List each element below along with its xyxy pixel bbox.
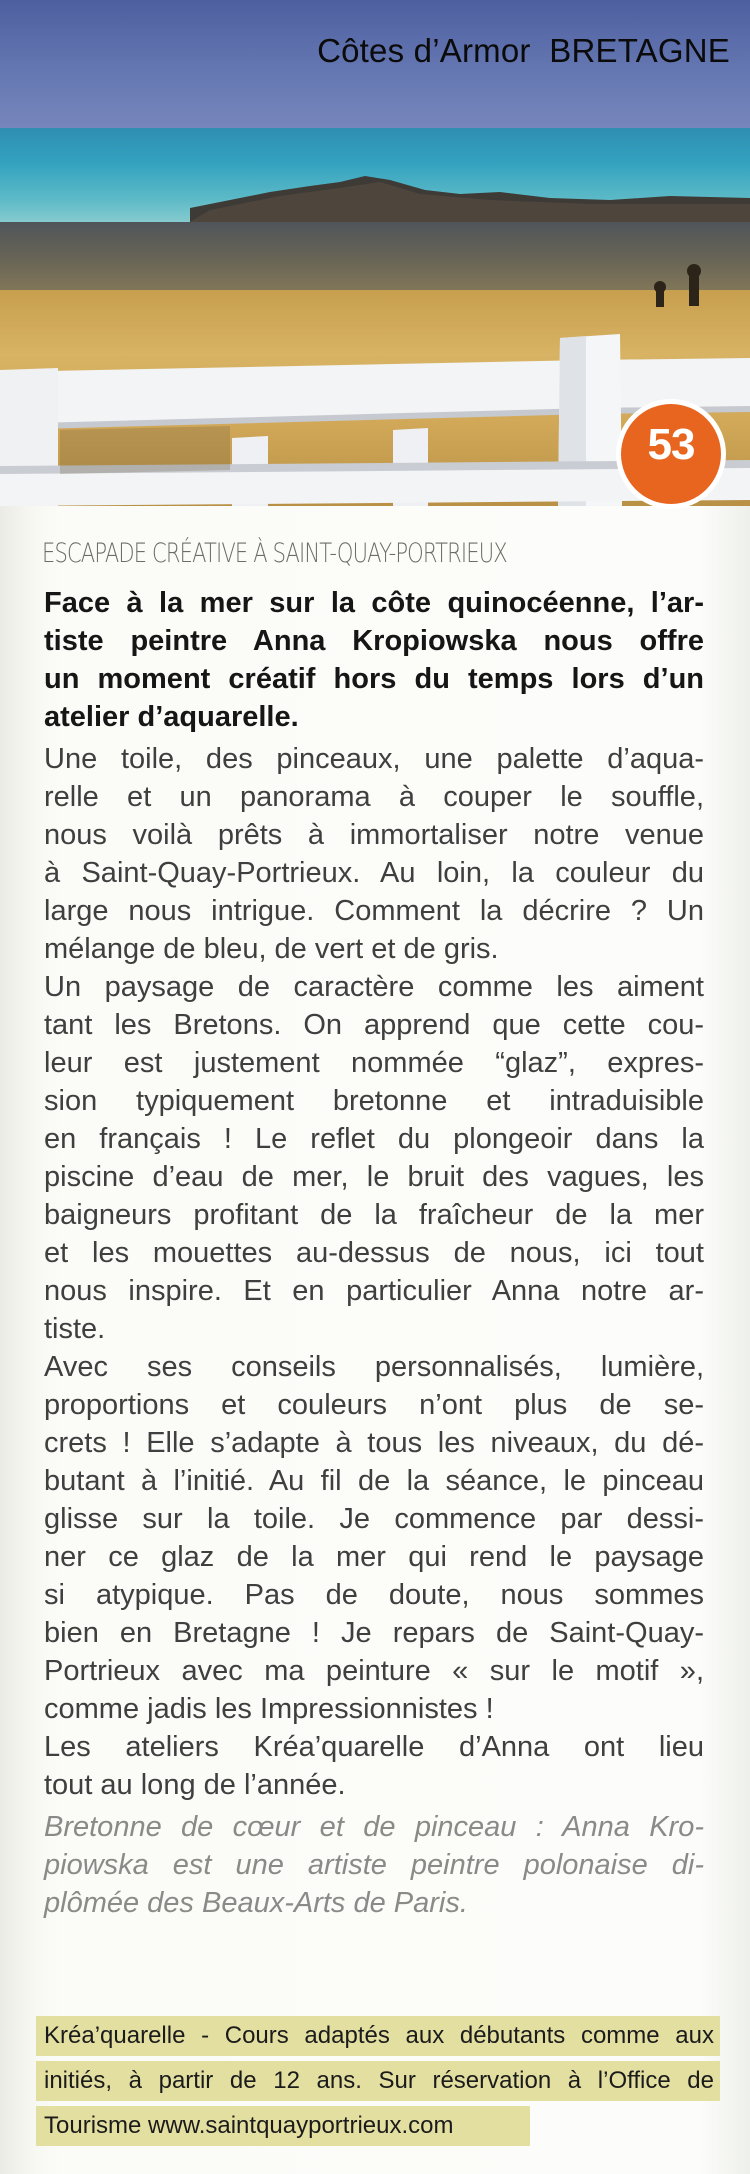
- body-line: tant les Bretons. On apprend que cette cou-: [44, 1009, 704, 1041]
- lead-line: un moment créatif hors du temps lors d’un: [44, 663, 704, 695]
- body-line: tout au long de l’année.: [44, 1769, 346, 1801]
- body-line: Les ateliers Kréa’quarelle d’Anna ont lieu: [44, 1731, 704, 1763]
- caption-line: plômée des Beaux-Arts de Paris.: [44, 1887, 468, 1919]
- body-line: piscine d’eau de mer, le bruit des vagues, les: [44, 1161, 704, 1193]
- body-line: sion typiquement bretonne et intraduisible: [44, 1085, 704, 1117]
- body-line: nous inspire. Et en particulier Anna notre ar-: [44, 1275, 704, 1307]
- body-line: et les mouettes au-dessus de nous, ici tout: [44, 1237, 704, 1269]
- info-line: initiés, à partir de 12 ans. Sur réservation à l’Office de: [44, 2067, 714, 2094]
- lead-line: Face à la mer sur la côte quinocéenne, l’ar-: [44, 587, 704, 619]
- body-line: relle et un panorama à couper le souffle,: [44, 781, 704, 813]
- lead-line: tiste peintre Anna Kropiowska nous offre: [44, 625, 704, 657]
- caption-line: Bretonne de cœur et de pinceau : Anna Kro-: [44, 1811, 704, 1843]
- region-title: Côtes d’Armor BRETAGNE: [317, 32, 730, 69]
- body-line: Avec ses conseils personnalisés, lumière,: [44, 1351, 704, 1383]
- body-line: Portrieux avec ma peinture « sur le motif »,: [44, 1655, 704, 1687]
- body-line: leur est justement nommée “glaz”, expres-: [44, 1047, 704, 1079]
- lead-line: atelier d’aquarelle.: [44, 701, 299, 733]
- body-line: en français ! Le reflet du plongeoir dans la: [44, 1123, 704, 1155]
- caption-line: piowska est une artiste peintre polonaise di-: [44, 1849, 704, 1881]
- body-line: crets ! Elle s’adapte à tous les niveaux, du dé-: [44, 1427, 704, 1459]
- body-line: si atypique. Pas de doute, nous sommes: [44, 1579, 704, 1611]
- body-line: baigneurs profitant de la fraîcheur de la mer: [44, 1199, 704, 1231]
- body-line: butant à l’initié. Au fil de la séance, le pinceau: [44, 1465, 704, 1497]
- body-line: bien en Bretagne ! Je repars de Saint-Quay-: [44, 1617, 704, 1649]
- body-line: glisse sur la toile. Je commence par dessi-: [44, 1503, 704, 1535]
- article-kicker: ESCAPADE CRÉATIVE À SAINT-QUAY-PORTRIEUX: [42, 538, 507, 569]
- body-line: Un paysage de caractère comme les aiment: [44, 971, 704, 1003]
- body-line: mélange de bleu, de vert et de gris.: [44, 933, 499, 965]
- body-line: tiste.: [44, 1313, 106, 1345]
- info-line: Tourisme www.saintquayportrieux.com: [44, 2112, 454, 2139]
- body-line: à Saint-Quay-Portrieux. Au loin, la couleur du: [44, 857, 704, 889]
- body-line: proportions et couleurs n’ont plus de se-: [44, 1389, 704, 1421]
- body-line: nous voilà prêts à immortaliser notre venue: [44, 819, 704, 851]
- info-line: Kréa’quarelle - Cours adaptés aux débutants comme aux: [44, 2022, 714, 2049]
- page-number: 53: [647, 420, 695, 469]
- body-line: ner ce glaz de la mer qui rend le paysage: [44, 1541, 704, 1573]
- body-line: comme jadis les Impressionnistes !: [44, 1693, 494, 1725]
- body-line: large nous intrigue. Comment la décrire ? Un: [44, 895, 704, 927]
- body-line: Une toile, des pinceaux, une palette d’aqua-: [44, 743, 704, 775]
